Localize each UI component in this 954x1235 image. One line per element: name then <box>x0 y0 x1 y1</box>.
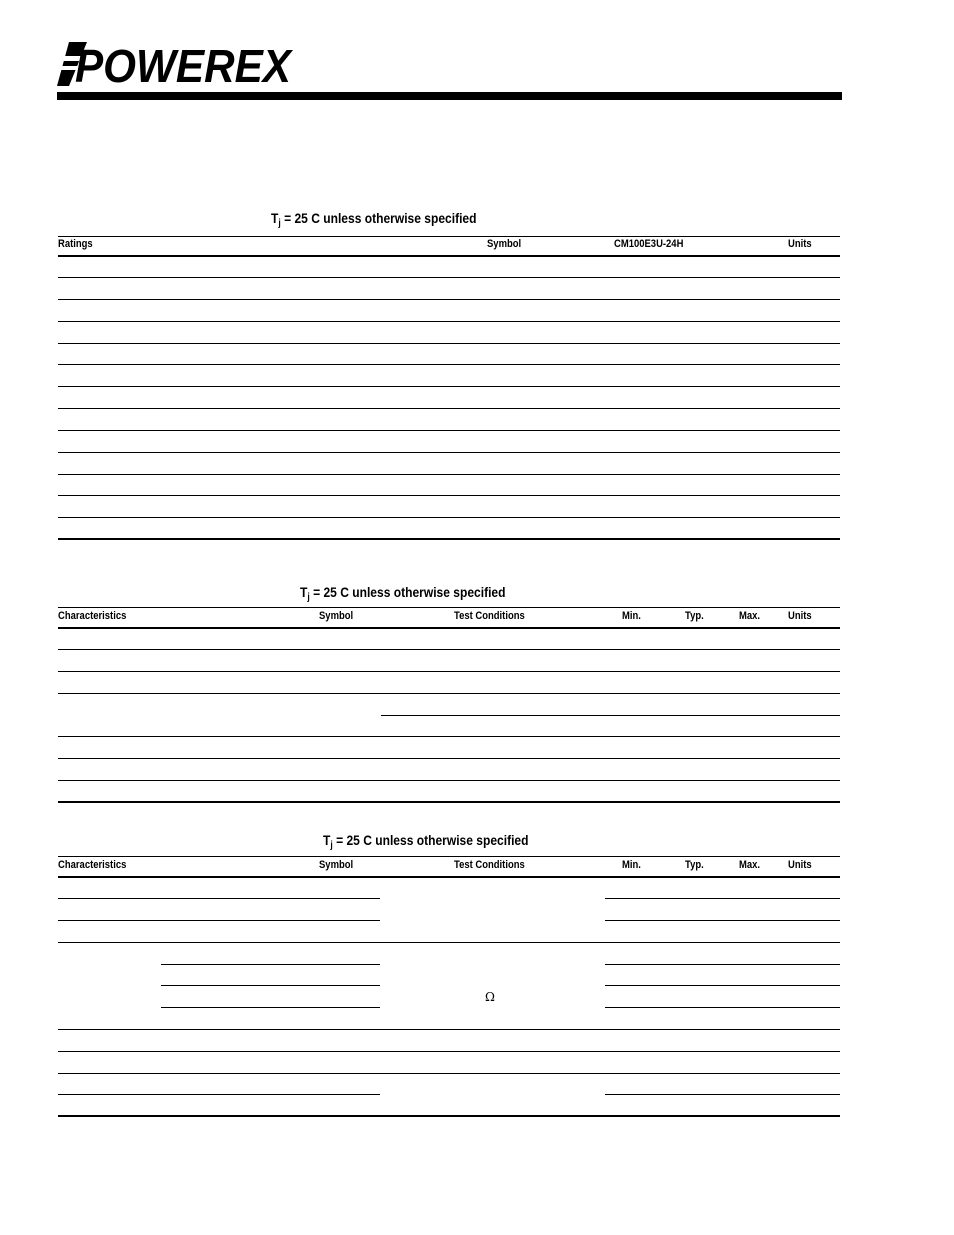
ratings-row-rule <box>58 321 840 322</box>
static-row-rule <box>58 758 840 759</box>
dynamic-col-units: Units <box>788 859 812 871</box>
dynamic-row-rule <box>58 920 380 921</box>
powerex-logo <box>57 42 293 86</box>
static-col-units: Units <box>788 610 812 622</box>
dynamic-bottom-rule <box>58 1115 840 1117</box>
ratings-row-rule <box>58 495 840 496</box>
dynamic-col-symbol: Symbol <box>319 859 354 871</box>
ratings-col-units: Units <box>788 238 812 250</box>
static-col-max: Max. <box>739 610 761 622</box>
static-row-rule <box>58 649 840 650</box>
ratings-row-rule <box>58 517 840 518</box>
dynamic-row-rule <box>58 898 380 899</box>
static-col-symbol: Symbol <box>319 610 354 622</box>
ratings-row-rule <box>58 452 840 453</box>
ratings-row-rule <box>58 386 840 387</box>
dynamic-subrow-rule <box>605 985 840 986</box>
static-header-rule <box>58 627 840 629</box>
static-condition: $T_j = 25$ C unless otherwise specified <box>300 584 506 603</box>
static-col-typ: Typ. <box>685 610 704 622</box>
dynamic-col-test: Test Conditions <box>454 859 525 871</box>
static-row-rule <box>58 780 840 781</box>
powerex-wordmark: POWEREX <box>75 42 293 86</box>
dynamic-subrow-rule <box>161 1007 380 1008</box>
dynamic-row-rule <box>605 920 840 921</box>
ratings-row-rule <box>58 299 840 300</box>
ratings-col-ratings: Ratings <box>58 238 93 250</box>
dynamic-header-rule <box>58 876 840 878</box>
ratings-row-rule <box>58 408 840 409</box>
static-subrow-rule <box>381 715 840 716</box>
dynamic-subrow-rule <box>605 1007 840 1008</box>
dynamic-col-max: Max. <box>739 859 761 871</box>
ratings-col-symbol: Symbol <box>487 238 522 250</box>
dynamic-col-characteristics: Characteristics <box>58 859 127 871</box>
ratings-bottom-rule <box>58 538 840 540</box>
static-col-min: Min. <box>622 610 641 622</box>
ohm-symbol: Ω <box>485 990 495 1004</box>
ratings-row-rule <box>58 343 840 344</box>
ratings-row-rule <box>58 430 840 431</box>
static-top-rule <box>58 607 840 608</box>
dynamic-row-rule <box>58 1094 380 1095</box>
dynamic-subrow-rule <box>161 964 380 965</box>
dynamic-subrow-rule <box>161 985 380 986</box>
ratings-header-rule <box>58 255 840 257</box>
header-bar <box>57 92 842 100</box>
ratings-row-rule <box>58 474 840 475</box>
dynamic-row-rule <box>58 942 840 943</box>
static-col-characteristics: Characteristics <box>58 610 127 622</box>
ratings-row-rule <box>58 364 840 365</box>
dynamic-row-rule <box>58 1073 840 1074</box>
ratings-col-part: CM100E3U-24H <box>614 238 684 250</box>
dynamic-subrow-rule <box>605 964 840 965</box>
dynamic-col-typ: Typ. <box>685 859 704 871</box>
dynamic-row-rule <box>605 898 840 899</box>
dynamic-row-rule <box>58 1029 840 1030</box>
ratings-condition: $T_j = 25$ C unless otherwise specified <box>271 210 477 229</box>
static-col-test: Test Conditions <box>454 610 525 622</box>
dynamic-row-rule <box>605 1094 840 1095</box>
static-bottom-rule <box>58 801 840 803</box>
ratings-top-rule <box>58 236 840 237</box>
dynamic-condition: $T_j = 25$ C unless otherwise specified <box>323 832 529 851</box>
static-row-rule <box>58 736 840 737</box>
ratings-row-rule <box>58 277 840 278</box>
dynamic-row-rule <box>58 1051 840 1052</box>
static-row-rule <box>58 671 840 672</box>
dynamic-top-rule <box>58 856 840 857</box>
dynamic-col-min: Min. <box>622 859 641 871</box>
static-row-rule <box>58 693 840 694</box>
